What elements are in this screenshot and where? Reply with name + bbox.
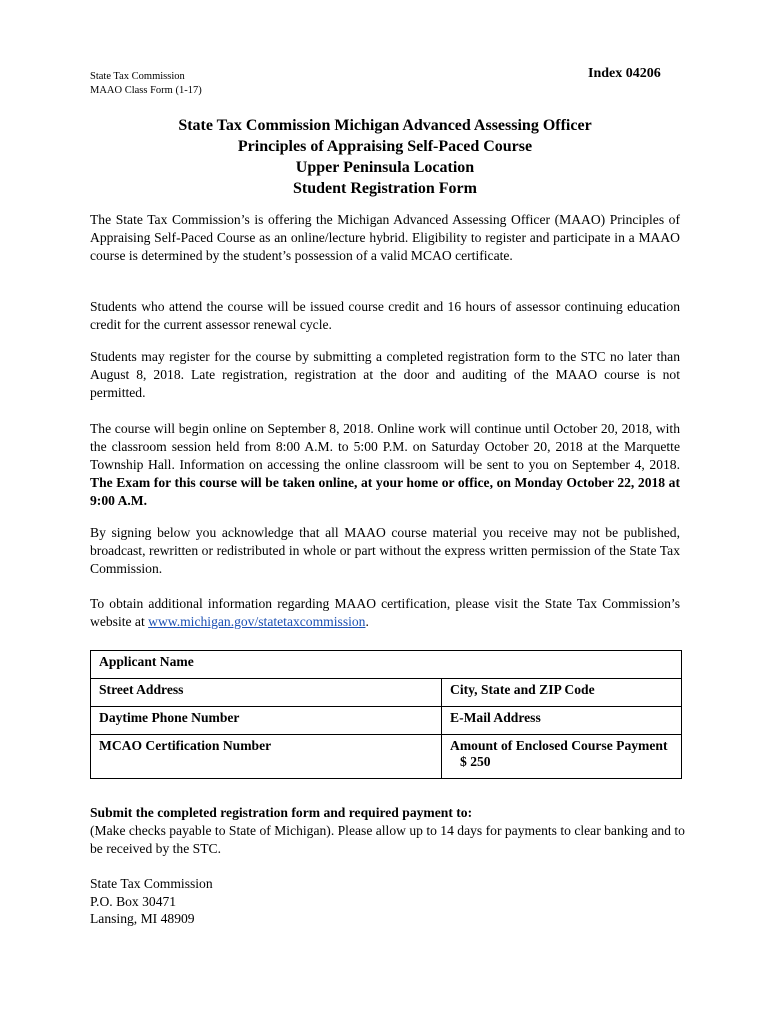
submit-instructions xyxy=(90,804,690,858)
paragraph-registration: Students may register for the course by submitting a completed registration form to the STC no later than August 8, 2018. Late registration, registration at the door and auditing of the MAAO course is not permitted. xyxy=(90,349,680,400)
header-org: State Tax Commission xyxy=(90,71,185,82)
registration-form-table xyxy=(90,650,682,779)
city-state-zip-field[interactable] xyxy=(442,679,682,707)
header-left xyxy=(90,70,202,98)
title-line-3: Upper Peninsula Location xyxy=(295,159,475,176)
payment-label: Amount of Enclosed Course Payment xyxy=(450,738,668,753)
email-field[interactable] xyxy=(442,707,682,735)
paragraph-credit: Students who attend the course will be issued course credit and 16 hours of assessor continuing education credit for the current assessor renewal cycle. xyxy=(90,299,680,332)
stc-website-link[interactable]: www.michigan.gov/statetaxcommission xyxy=(148,614,366,629)
paragraph-info xyxy=(90,595,680,631)
email-label: E-Mail Address xyxy=(450,710,541,725)
title-line-2: Principles of Appraising Self-Paced Course xyxy=(237,138,533,155)
mcao-number-label: MCAO Certification Number xyxy=(99,738,272,753)
paragraph-schedule xyxy=(90,420,680,510)
page-title xyxy=(90,115,680,199)
street-address-label: Street Address xyxy=(99,682,184,697)
address-line-3: Lansing, MI 48909 xyxy=(90,911,195,926)
payment-field[interactable] xyxy=(442,735,682,779)
city-state-zip-label: City, State and ZIP Code xyxy=(450,682,595,697)
exam-notice: The Exam for this course will be taken online, at your home or office, on Monday October 22, 2018 at 9:00 A.M. xyxy=(90,475,680,508)
title-line-4: Student Registration Form xyxy=(293,180,477,197)
mcao-number-field[interactable] xyxy=(91,735,442,779)
applicant-name-label: Applicant Name xyxy=(99,654,194,669)
paragraph-acknowledge: By signing below you acknowledge that all MAAO course material you receive may not be published, broadcast, rewritten or redistributed in whole or part without the express written permission of the State Tax Commission. xyxy=(90,525,680,576)
schedule-text: The course will begin online on September 8, 2018. Online work will continue until October 20, 2018, with the classroom session held from 8:00 A.M. to 5:00 P.M. on Saturday October 20, 2018 at the Marquette Township Hall. Information on accessing the online classroom will be sent to you on September 4, 2018. xyxy=(90,421,680,472)
street-address-field[interactable] xyxy=(91,679,442,707)
applicant-name-field[interactable] xyxy=(91,651,682,679)
address-line-2: P.O. Box 30471 xyxy=(90,893,177,909)
info-period: . xyxy=(365,614,369,629)
title-line-1: State Tax Commission Michigan Advanced Assessing Officer xyxy=(178,117,592,134)
submit-note: (Make checks payable to State of Michigan). Please allow up to 14 days for payments to clear banking and to be received by the STC. xyxy=(90,823,685,856)
header-form-id: MAAO Class Form (1-17) xyxy=(90,85,202,96)
header-index: Index 04206 xyxy=(588,66,661,81)
daytime-phone-label: Daytime Phone Number xyxy=(99,710,240,725)
daytime-phone-field[interactable] xyxy=(91,707,442,735)
mailing-address xyxy=(90,875,213,928)
info-text: To obtain additional information regarding MAAO certification, please visit the State Tax Commission’s website at xyxy=(90,596,680,629)
payment-amount: $ 250 xyxy=(460,754,491,769)
paragraph-intro: The State Tax Commission’s is offering the Michigan Advanced Assessing Officer (MAAO) Principles of Appraising Self-Paced Course as an online/lecture hybrid. Eligibility to register and participate in a MAAO course is determined by the student’s possession of a valid MCAO certificate. xyxy=(90,212,680,263)
submit-heading: Submit the completed registration form and required payment to: xyxy=(90,805,473,820)
address-line-1: State Tax Commission xyxy=(90,876,213,891)
